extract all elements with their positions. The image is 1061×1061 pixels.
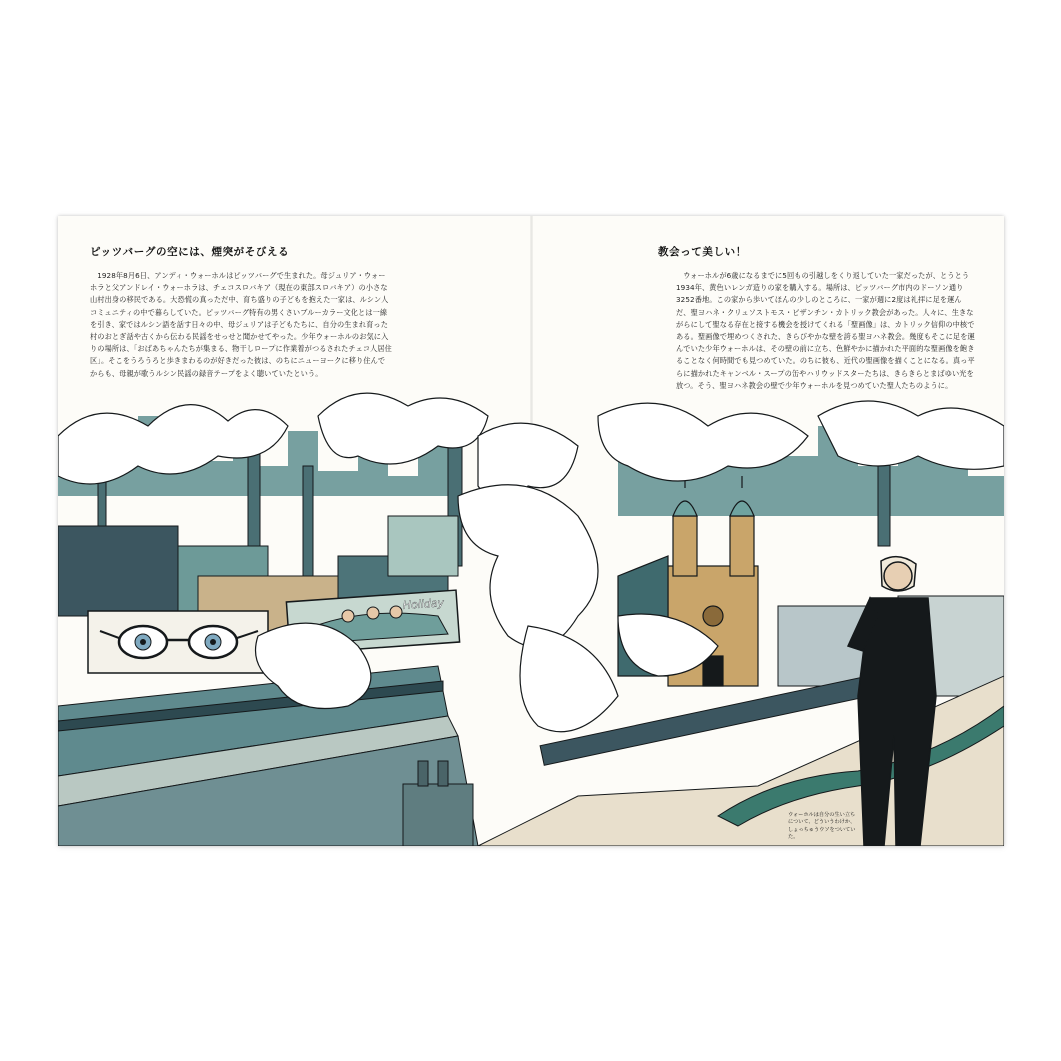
- left-page-heading: ピッツバーグの空には、煙突がそびえる: [90, 246, 290, 258]
- billboard-text: Holiday: [402, 596, 445, 613]
- book-spread: [58, 216, 1004, 846]
- pittsburgh-illustration: [58, 376, 1004, 846]
- right-page-heading: 教会って美しい！: [658, 246, 747, 258]
- illustration-caption: ウォーホルは自分の生い立ちについて、どういうわけか、しょっちゅうウソをついていた。: [788, 812, 856, 841]
- left-page-body: 1928年8月6日、アンディ・ウォーホルはピッツバーグで生まれた。母ジュリア・ウォーホラと父アンドレイ・ウォーホラは、チェコスロバキア（現在の東部スロバキア）の小さな山村出身の移民である。大恐慌の真っただ中、育ち盛りの子どもを抱えた一家は、ルシン人コミュニティの中で暮らしていた。ピッツバーグ特有の男くさいブルーカラー文化とは一線を引き、家ではルシン語を話す日々の中、母ジュリアは子どもたちに、自分の生まれ育った村のおとぎ話や古くから伝わる民謡をせっせと聞かせてやった。少年ウォーホルのお気に入りの場所は、「おばあちゃんたちが集まる、物干しロープに作業着がつるされたチェコ人居住区」。そこをうろうろと歩きまわるのが好きだった彼は、のちにニューヨークに移り住んでからも、母親が歌うルシン民謡の録音テープをよく聴いていたという。: [90, 271, 392, 378]
- right-page-body: ウォーホルが6歳になるまでに5回もの引越しをくり返していた一家だったが、とうとう1934年、黄色いレンガ造りの家を購入する。場所は、ピッツバーグ市内のドーソン通り3252番地。この家から歩いてほんの少しのところに、一家が週に2度は礼拝に足を運んだ、聖ヨハネ・クリュソストモス・ビザンチン・カトリック教会があった。人々に、生きながらにして聖なる存在と接する機会を授けてくれる「聖画像」は、カトリック信仰の中核である。聖画像で埋めつくされた、きらびやかな壁を誇る聖ヨハネ教会。幾度もそこに足を運んでいた少年ウォーホルは、その壁の前に立ち、色鮮やかに描かれた平面的な聖画像を飽きることなく何時間でも見つめていた。のちに彼も、近代の聖画像を描くことになる。真っ平らに描かれたキャンベル・スープの缶やハリウッドスターたちは、きらきらとまばゆい光を放つ。そう、聖ヨハネ教会の壁で少年ウォーホルを見つめていた聖人たちのように。: [676, 271, 975, 390]
- eyeglasses-billboard: [88, 611, 268, 673]
